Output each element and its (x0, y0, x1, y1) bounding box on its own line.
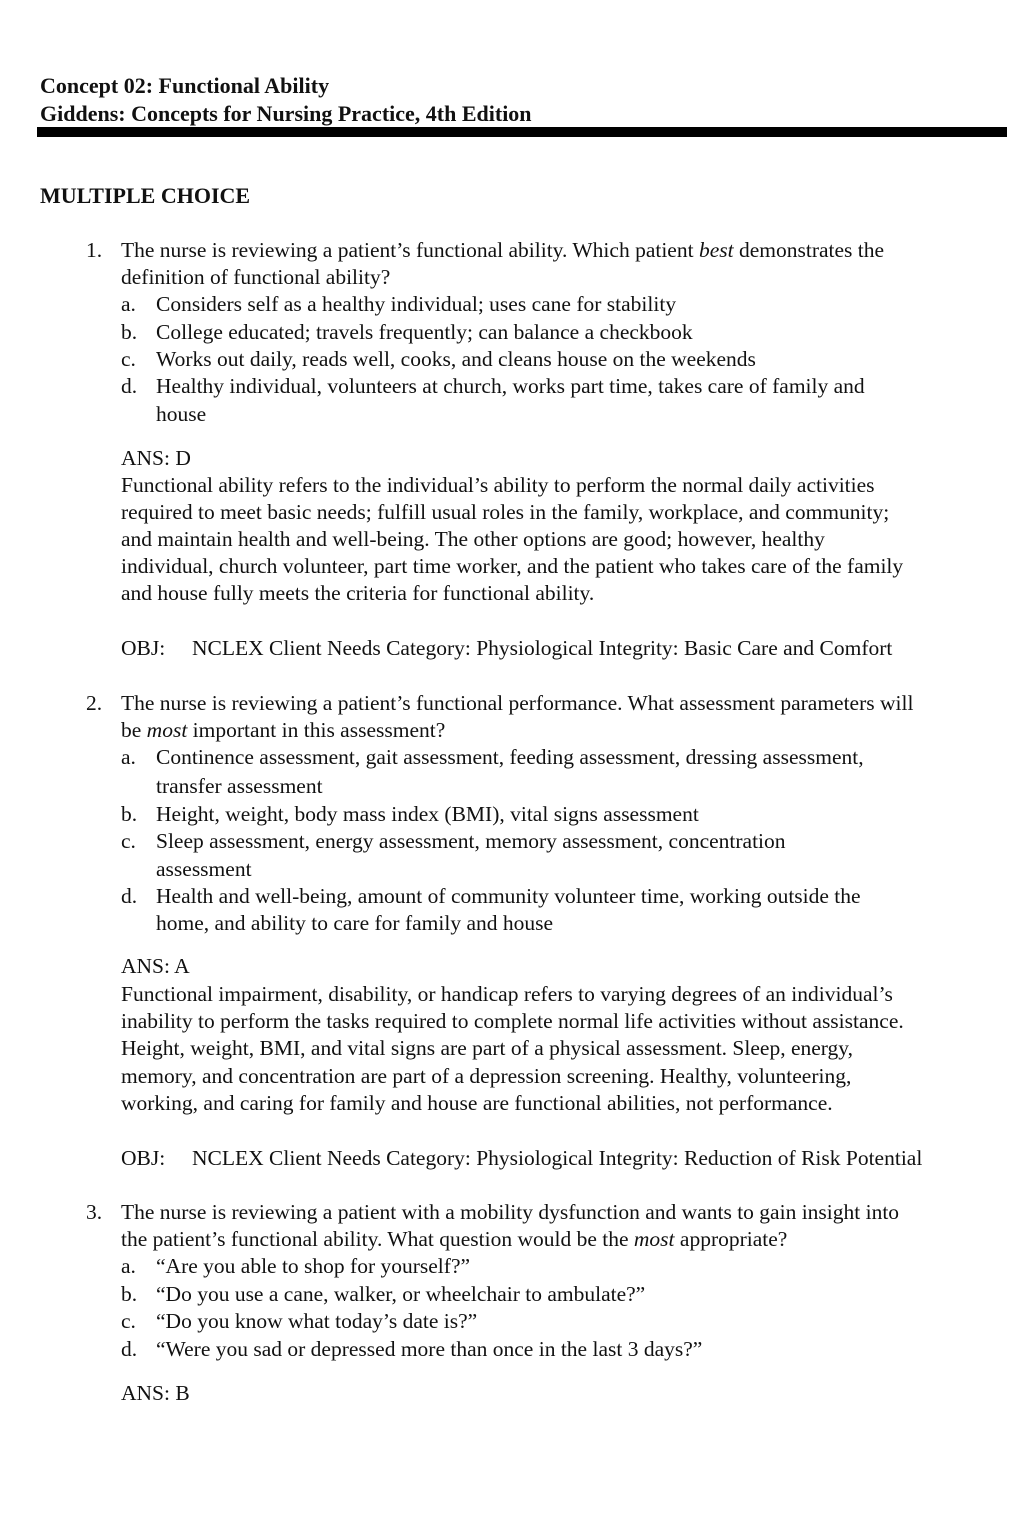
option-text: Health and well-being, amount of community volunteer time, working outside the (156, 884, 861, 908)
option-text: assessment (156, 857, 252, 881)
option-letter: a. (121, 292, 136, 316)
option-letter: b. (121, 320, 138, 344)
option-letter: a. (121, 745, 136, 769)
rationale-line: Height, weight, BMI, and vital signs are part of a physical assessment. Sleep, energy, (121, 1036, 854, 1060)
question-stem-line: The nurse is reviewing a patient with a mobility dysfunction and wants to gain insight into (121, 1200, 900, 1224)
objective-label: OBJ: (121, 1146, 166, 1170)
option-text: College educated; travels frequently; can balance a checkbook (156, 320, 693, 344)
option-text: Works out daily, reads well, cooks, and cleans house on the weekends (156, 347, 756, 371)
option-text: Height, weight, body mass index (BMI), vital signs assessment (156, 802, 699, 826)
question-stem-line: The nurse is reviewing a patient’s functional performance. What assessment parameters will (121, 691, 914, 715)
option-text: house (156, 402, 207, 426)
option-text: transfer assessment (156, 774, 323, 798)
option-text: Considers self as a healthy individual; uses cane for stability (156, 292, 677, 316)
question-stem-line: the patient’s functional ability. What question would be the most appropriate? (121, 1227, 788, 1251)
option-letter: c. (121, 829, 136, 853)
rationale-line: Functional ability refers to the individual’s ability to perform the normal daily activities (121, 473, 875, 497)
document-subtitle: Giddens: Concepts for Nursing Practice, 4th Edition (40, 101, 532, 126)
option-letter: c. (121, 347, 136, 371)
document-title: Concept 02: Functional Ability (40, 73, 330, 98)
option-letter: b. (121, 1282, 138, 1306)
objective-text: NCLEX Client Needs Category: Physiological Integrity: Basic Care and Comfort (192, 636, 893, 660)
answer-key: ANS: D (121, 446, 191, 470)
question-number: 1. (86, 238, 103, 262)
title-rule (37, 127, 1007, 137)
option-letter: d. (121, 884, 138, 908)
rationale-line: Functional impairment, disability, or handicap refers to varying degrees of an individual’s (121, 982, 893, 1006)
option-letter: a. (121, 1254, 136, 1278)
option-letter: b. (121, 802, 138, 826)
option-text: “Are you able to shop for yourself?” (156, 1254, 471, 1278)
answer-key: ANS: B (121, 1381, 190, 1405)
section-title: MULTIPLE CHOICE (40, 183, 251, 208)
rationale-line: working, and caring for family and house are functional abilities, not performance. (121, 1091, 833, 1115)
option-text: “Do you use a cane, walker, or wheelchair to ambulate?” (156, 1282, 646, 1306)
option-text: Continence assessment, gait assessment, feeding assessment, dressing assessment, (156, 745, 864, 769)
question-number: 2. (86, 691, 103, 715)
question-number: 3. (86, 1200, 103, 1224)
rationale-line: required to meet basic needs; fulfill usual roles in the family, workplace, and community; (121, 500, 890, 524)
option-text: “Do you know what today’s date is?” (156, 1309, 478, 1333)
option-text: home, and ability to care for family and house (156, 911, 554, 935)
question-stem-line: The nurse is reviewing a patient’s functional ability. Which patient best demonstrates the (121, 238, 885, 262)
rationale-line: inability to perform the tasks required to complete normal life activities without assistance. (121, 1009, 904, 1033)
question-stem-line: be most important in this assessment? (121, 718, 446, 742)
option-letter: d. (121, 374, 138, 398)
rationale-line: and house fully meets the criteria for functional ability. (121, 581, 595, 605)
rationale-line: and maintain health and well-being. The other options are good; however, healthy (121, 527, 825, 551)
option-letter: d. (121, 1337, 138, 1361)
question-stem-line: definition of functional ability? (121, 265, 391, 289)
option-text: Sleep assessment, energy assessment, memory assessment, concentration (156, 829, 786, 853)
option-text: “Were you sad or depressed more than once in the last 3 days?” (156, 1337, 703, 1361)
objective-label: OBJ: (121, 636, 166, 660)
rationale-line: memory, and concentration are part of a depression screening. Healthy, volunteering, (121, 1064, 852, 1088)
answer-key: ANS: A (121, 954, 190, 978)
option-letter: c. (121, 1309, 136, 1333)
rationale-line: individual, church volunteer, part time worker, and the patient who takes care of the family (121, 554, 904, 578)
objective-text: NCLEX Client Needs Category: Physiological Integrity: Reduction of Risk Potential (192, 1146, 923, 1170)
option-text: Healthy individual, volunteers at church, works part time, takes care of family and (156, 374, 865, 398)
